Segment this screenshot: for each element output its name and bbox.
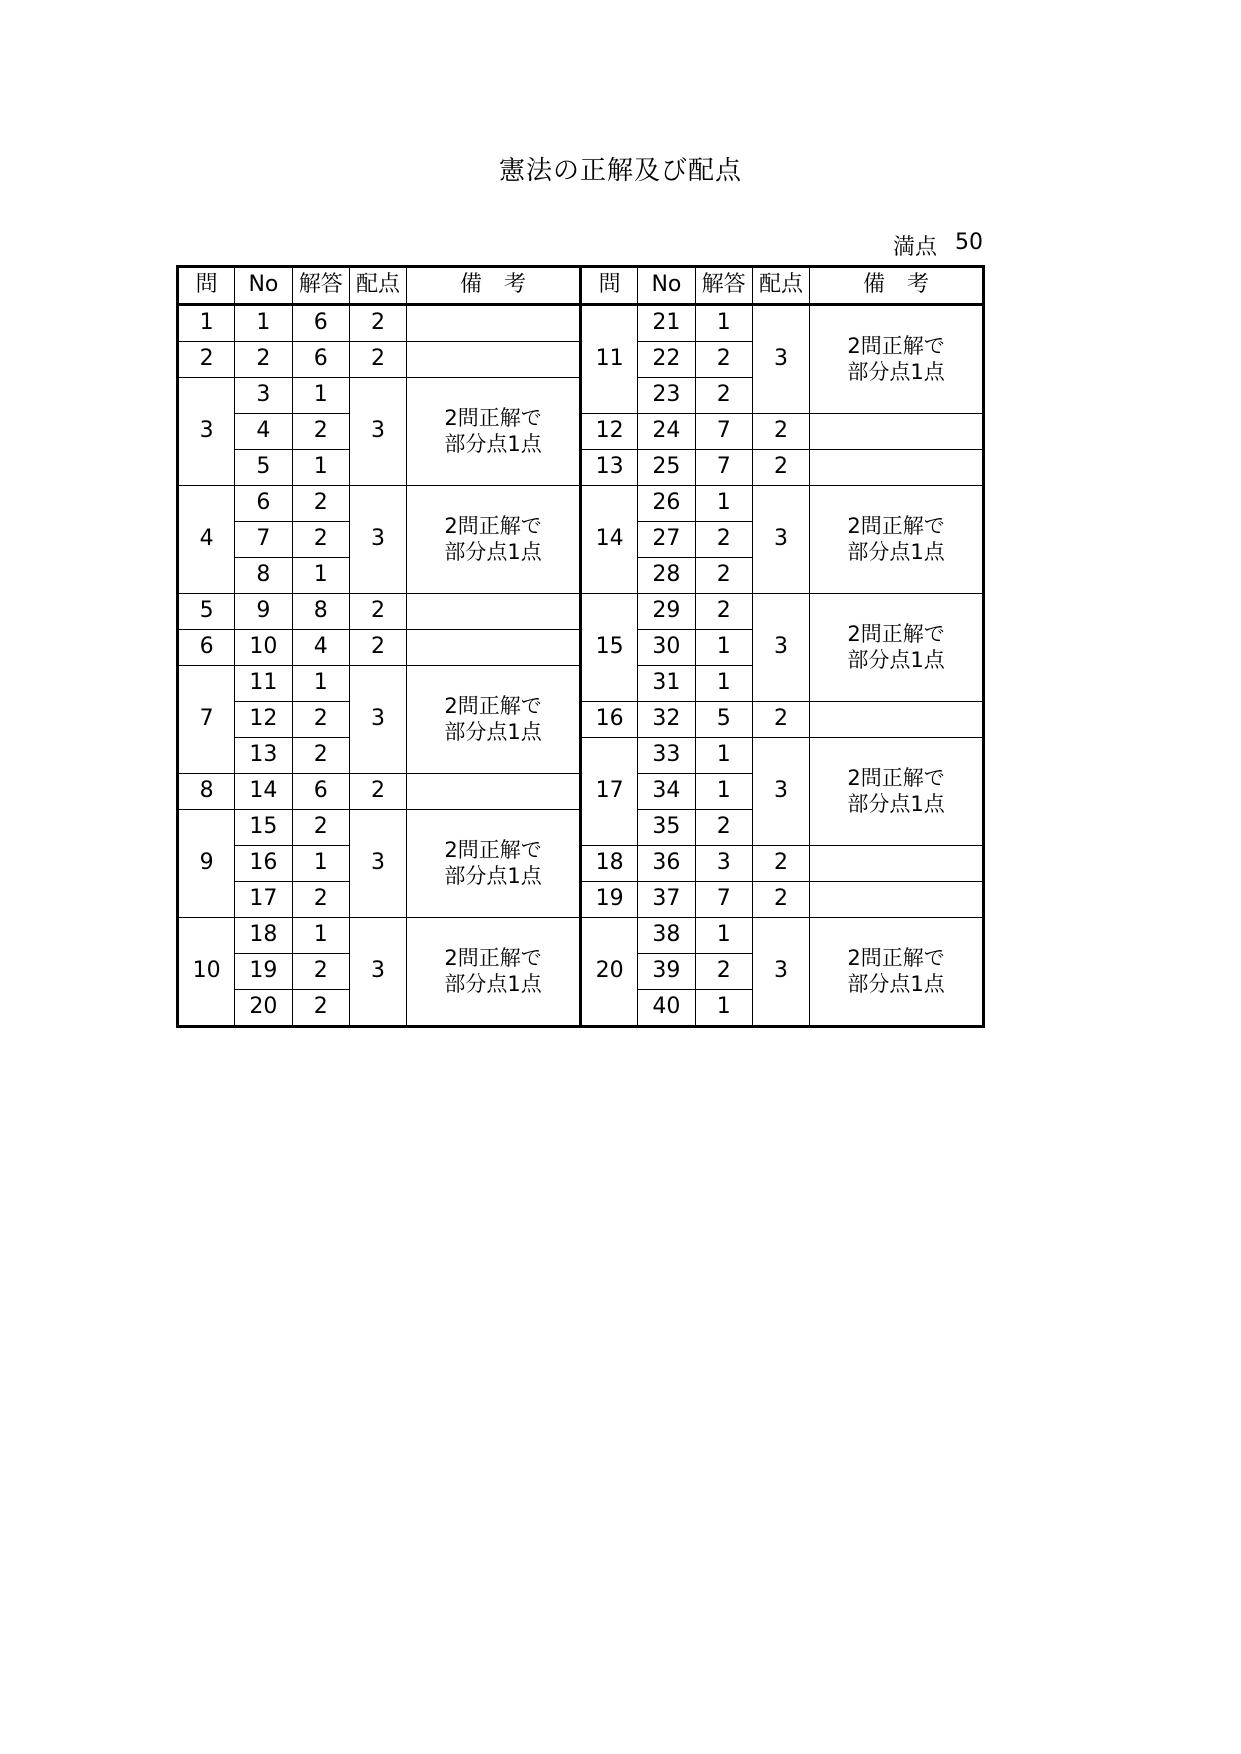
question-number-cell: 5 — [178, 594, 235, 630]
points-cell: 3 — [752, 486, 809, 594]
item-no-cell: 28 — [638, 558, 695, 594]
item-no-cell: 36 — [638, 846, 695, 882]
note-line: 部分点1点 — [444, 719, 542, 744]
item-no-cell: 40 — [638, 990, 695, 1027]
question-number-cell: 11 — [580, 305, 637, 414]
question-number-cell: 10 — [178, 918, 235, 1027]
item-no-cell: 22 — [638, 342, 695, 378]
table-row — [178, 738, 984, 774]
answer-cell: 1 — [695, 918, 752, 954]
note-cell — [407, 630, 581, 666]
item-no-cell: 38 — [638, 918, 695, 954]
question-number-cell: 6 — [178, 630, 235, 666]
answer-cell: 2 — [695, 522, 752, 558]
note-cell — [810, 450, 984, 486]
question-number-cell: 4 — [178, 486, 235, 594]
header-answer: 解答 — [292, 267, 349, 305]
question-number-cell: 13 — [580, 450, 637, 486]
answer-cell: 1 — [695, 305, 752, 342]
points-cell: 2 — [752, 882, 809, 918]
header-note: 備 考 — [407, 267, 581, 305]
item-no-cell: 4 — [235, 414, 292, 450]
item-no-cell: 8 — [235, 558, 292, 594]
answer-cell: 1 — [292, 450, 349, 486]
item-no-cell: 5 — [235, 450, 292, 486]
note-line: 2問正解で — [444, 946, 542, 971]
points-cell: 3 — [349, 378, 406, 486]
header-row — [178, 267, 984, 305]
answer-cell: 2 — [695, 810, 752, 846]
answer-cell: 2 — [292, 414, 349, 450]
table-row — [178, 486, 984, 522]
answer-cell: 1 — [695, 774, 752, 810]
answer-cell: 8 — [292, 594, 349, 630]
item-no-cell: 15 — [235, 810, 292, 846]
table-row — [178, 414, 984, 450]
header-points: 配点 — [349, 267, 406, 305]
item-no-cell: 27 — [638, 522, 695, 558]
answer-cell: 1 — [292, 846, 349, 882]
note-line: 2問正解で — [847, 514, 945, 539]
points-cell: 2 — [349, 774, 406, 810]
item-no-cell: 25 — [638, 450, 695, 486]
page-title: 憲法の正解及び配点 — [498, 156, 742, 186]
question-number-cell: 9 — [178, 810, 235, 918]
note-line: 部分点1点 — [444, 431, 542, 456]
header-question: 問 — [178, 267, 235, 305]
note-cell — [407, 486, 581, 594]
note-cell — [810, 882, 984, 918]
item-no-cell: 3 — [235, 378, 292, 414]
points-cell: 3 — [752, 305, 809, 414]
note-cell — [810, 305, 984, 414]
answer-cell: 5 — [695, 702, 752, 738]
item-no-cell: 32 — [638, 702, 695, 738]
answer-cell: 1 — [292, 918, 349, 954]
answer-cell: 7 — [695, 414, 752, 450]
note-line: 部分点1点 — [444, 971, 542, 996]
item-no-cell: 13 — [235, 738, 292, 774]
note-line: 2問正解で — [847, 946, 945, 971]
answer-cell: 2 — [695, 342, 752, 378]
item-no-cell: 20 — [235, 990, 292, 1027]
table-row — [178, 846, 984, 882]
table-row — [178, 702, 984, 738]
note-cell — [407, 810, 581, 918]
answer-cell: 2 — [292, 954, 349, 990]
points-cell: 3 — [349, 666, 406, 774]
question-number-cell: 14 — [580, 486, 637, 594]
answer-cell: 3 — [695, 846, 752, 882]
item-no-cell: 26 — [638, 486, 695, 522]
note-line: 部分点1点 — [444, 539, 542, 564]
item-no-cell: 12 — [235, 702, 292, 738]
answer-cell: 4 — [292, 630, 349, 666]
note-line: 2問正解で — [444, 838, 542, 863]
answer-cell: 2 — [695, 558, 752, 594]
note-line: 2問正解で — [444, 406, 542, 431]
table-row — [178, 305, 984, 342]
table-body — [178, 305, 984, 1027]
question-number-cell: 1 — [178, 305, 235, 342]
question-number-cell: 8 — [178, 774, 235, 810]
points-cell: 2 — [349, 630, 406, 666]
answer-cell: 6 — [292, 342, 349, 378]
question-number-cell: 19 — [580, 882, 637, 918]
item-no-cell: 18 — [235, 918, 292, 954]
item-no-cell: 23 — [638, 378, 695, 414]
note-cell — [810, 918, 984, 1027]
item-no-cell: 1 — [235, 305, 292, 342]
table-row — [178, 918, 984, 954]
answer-cell: 6 — [292, 774, 349, 810]
answer-cell: 2 — [292, 486, 349, 522]
header-note: 備 考 — [810, 267, 984, 305]
answer-cell: 2 — [292, 810, 349, 846]
item-no-cell: 39 — [638, 954, 695, 990]
item-no-cell: 29 — [638, 594, 695, 630]
points-cell: 2 — [752, 414, 809, 450]
points-cell: 2 — [349, 342, 406, 378]
answer-cell: 1 — [695, 630, 752, 666]
item-no-cell: 2 — [235, 342, 292, 378]
full-score-label: 満点 — [892, 235, 937, 260]
note-line: 部分点1点 — [847, 539, 945, 564]
item-no-cell: 11 — [235, 666, 292, 702]
question-number-cell: 3 — [178, 378, 235, 486]
header-no: No — [638, 267, 695, 305]
note-line: 2問正解で — [444, 514, 542, 539]
note-line: 部分点1点 — [847, 791, 945, 816]
item-no-cell: 10 — [235, 630, 292, 666]
answer-cell: 7 — [695, 450, 752, 486]
answer-cell: 2 — [695, 954, 752, 990]
note-cell — [407, 378, 581, 486]
note-cell — [810, 594, 984, 702]
full-score — [873, 230, 983, 261]
note-line: 2問正解で — [847, 766, 945, 791]
item-no-cell: 37 — [638, 882, 695, 918]
item-no-cell: 21 — [638, 305, 695, 342]
answer-cell: 1 — [292, 666, 349, 702]
note-line: 部分点1点 — [847, 359, 945, 384]
answer-cell: 1 — [695, 990, 752, 1027]
item-no-cell: 16 — [235, 846, 292, 882]
answer-cell: 1 — [695, 666, 752, 702]
answer-cell: 2 — [292, 738, 349, 774]
header-points: 配点 — [752, 267, 809, 305]
points-cell: 2 — [752, 702, 809, 738]
item-no-cell: 33 — [638, 738, 695, 774]
answer-cell: 2 — [292, 882, 349, 918]
item-no-cell: 7 — [235, 522, 292, 558]
item-no-cell: 9 — [235, 594, 292, 630]
answer-cell: 2 — [695, 594, 752, 630]
points-cell: 3 — [349, 918, 406, 1027]
header-no: No — [235, 267, 292, 305]
question-number-cell: 2 — [178, 342, 235, 378]
note-cell — [407, 594, 581, 630]
question-number-cell: 15 — [580, 594, 637, 702]
table-row — [178, 450, 984, 486]
answer-cell: 1 — [292, 378, 349, 414]
question-number-cell: 16 — [580, 702, 637, 738]
answer-cell: 7 — [695, 882, 752, 918]
full-score-value: 50 — [955, 230, 983, 255]
header-answer: 解答 — [695, 267, 752, 305]
points-cell: 2 — [349, 594, 406, 630]
points-cell: 2 — [752, 846, 809, 882]
answer-cell: 2 — [292, 702, 349, 738]
question-number-cell: 20 — [580, 918, 637, 1027]
note-cell — [407, 305, 581, 342]
note-line: 部分点1点 — [847, 971, 945, 996]
note-line: 2問正解で — [847, 334, 945, 359]
question-number-cell: 18 — [580, 846, 637, 882]
item-no-cell: 19 — [235, 954, 292, 990]
points-cell: 3 — [349, 810, 406, 918]
answer-cell: 1 — [695, 486, 752, 522]
table-row — [178, 594, 984, 630]
question-number-cell: 17 — [580, 738, 637, 846]
note-cell — [407, 342, 581, 378]
item-no-cell: 17 — [235, 882, 292, 918]
note-cell — [407, 918, 581, 1027]
answer-cell: 1 — [292, 558, 349, 594]
points-cell: 2 — [752, 450, 809, 486]
note-cell — [407, 666, 581, 774]
points-cell: 2 — [349, 305, 406, 342]
note-line: 部分点1点 — [444, 863, 542, 888]
points-cell: 3 — [752, 738, 809, 846]
note-cell — [810, 486, 984, 594]
item-no-cell: 6 — [235, 486, 292, 522]
table-row — [178, 882, 984, 918]
item-no-cell: 34 — [638, 774, 695, 810]
note-line: 2問正解で — [847, 622, 945, 647]
item-no-cell: 31 — [638, 666, 695, 702]
points-cell: 3 — [349, 486, 406, 594]
answer-cell: 2 — [292, 522, 349, 558]
note-cell — [810, 738, 984, 846]
points-cell: 3 — [752, 918, 809, 1027]
note-cell — [810, 414, 984, 450]
note-cell — [810, 702, 984, 738]
item-no-cell: 30 — [638, 630, 695, 666]
answer-cell: 2 — [292, 990, 349, 1027]
answer-cell: 1 — [695, 738, 752, 774]
header-question: 問 — [580, 267, 637, 305]
question-number-cell: 12 — [580, 414, 637, 450]
item-no-cell: 35 — [638, 810, 695, 846]
note-line: 部分点1点 — [847, 647, 945, 672]
points-cell: 3 — [752, 594, 809, 702]
item-no-cell: 14 — [235, 774, 292, 810]
note-line: 2問正解で — [444, 694, 542, 719]
question-number-cell: 7 — [178, 666, 235, 774]
answer-table — [176, 265, 985, 1028]
answer-cell: 2 — [695, 378, 752, 414]
note-cell — [407, 774, 581, 810]
answer-cell: 6 — [292, 305, 349, 342]
item-no-cell: 24 — [638, 414, 695, 450]
note-cell — [810, 846, 984, 882]
